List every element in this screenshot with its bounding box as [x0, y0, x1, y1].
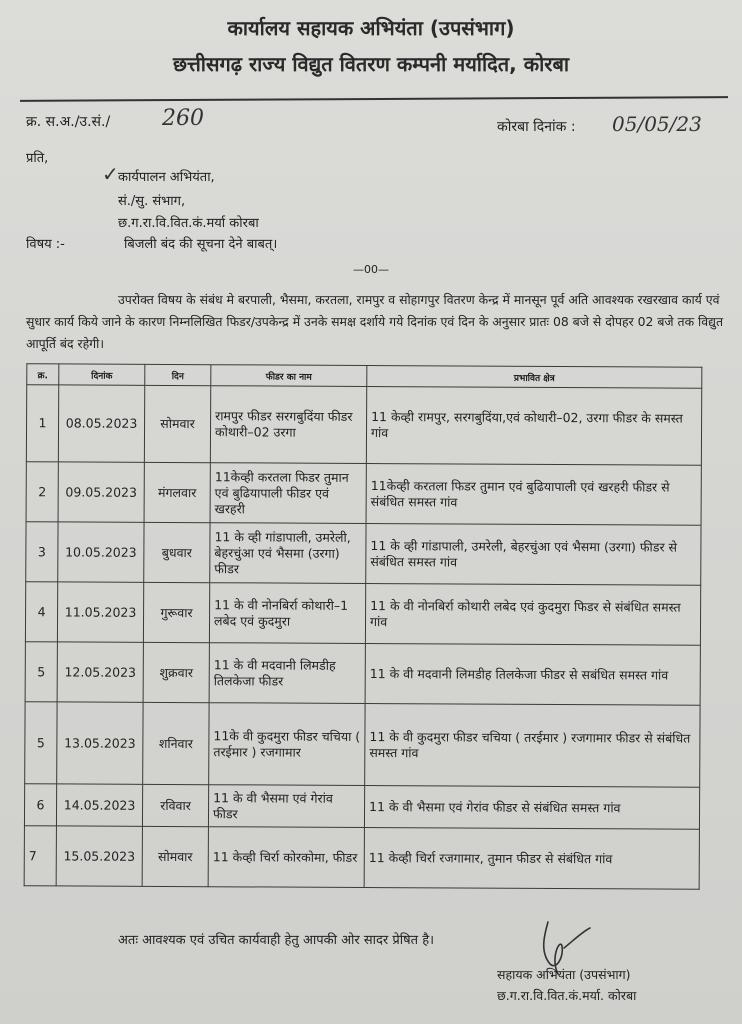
row-date: 09.05.2023: [58, 462, 144, 522]
recipient-line-3: छ.ग.रा.वि.वित.कं.मर्या कोरबा: [118, 216, 259, 231]
recipient-line-2: सं./सु. संभाग,: [118, 194, 186, 209]
row-feeder: 11केव्ही करतला फिडर तुमान एवं बुढियापाली फीडर एवं खरहरी: [210, 463, 366, 524]
row-area: 11 के वी कुदमुरा फीडर चचिया ( तरईमार ) रजगामार फीडर से संबंधित समस्त गांव: [365, 704, 700, 788]
row-feeder: 11 के वी नोनबिर्रा कोथारी–1 लबेद एवं कुदमुरा: [209, 583, 365, 644]
signatory-title: सहायक अभियंता (उपसंभाग): [497, 967, 631, 982]
row-feeder: 11 केव्ही चिर्रा कोरकोमा, फीडर: [208, 827, 364, 888]
row-day: सोमवार: [144, 385, 210, 462]
row-feeder: 11 के वी मदवानी लिमडीह तिलकेजा फीडर: [209, 643, 365, 704]
header-feeder: फीडर का नाम: [211, 365, 367, 387]
row-feeder: 11 के व्ही गांडापाली, उमरेली, बेहरचुंआ एवं भैसमा (उरगा) फीडर: [210, 523, 366, 584]
row-date: 13.05.2023: [57, 702, 143, 784]
date-label: कोरबा दिनांक :: [497, 119, 576, 135]
row-feeder: 11के वी कुदमुरा फीडर चचिया ( तरईमार ) रजगामार: [209, 703, 365, 786]
row-feeder: 11 के वी भैसमा एवं गेरांव फीडर: [208, 785, 364, 828]
table-row: [25, 642, 700, 706]
header-day: दिन: [145, 364, 211, 385]
table-row: [24, 826, 699, 890]
table-row: [24, 784, 699, 830]
row-no: 1: [26, 385, 58, 462]
row-day: गुरूवार: [143, 582, 209, 642]
row-no: 5: [25, 702, 57, 784]
row-no: 7: [24, 826, 56, 886]
office-title: कार्यालय सहायक अभियंता (उपसंभाग): [227, 16, 515, 40]
recipient-prefix: प्रति,: [26, 151, 49, 166]
table-row: [25, 702, 700, 788]
row-day: रविवार: [142, 784, 208, 826]
row-no: 5: [25, 642, 57, 702]
row-area: 11 के वी मदवानी लिमडीह तिलकेजा फीडर से सबंधित समस्त गांव: [365, 644, 700, 706]
letter-date: 05/05/23: [612, 112, 702, 136]
header-area: प्रभावित क्षेत्र: [367, 366, 702, 389]
row-feeder: रामपुर फीडर सरगबुदिंया फीडर कोथारी–02 उरगा: [210, 386, 366, 464]
table-row: [25, 582, 700, 646]
row-area: 11 के व्ही गांडापाली, उमरेली, बेहरचुंआ एवं भैसमा (उरगा) फीडर से संबंधित समस्त गांव: [366, 524, 701, 586]
table-row: [26, 522, 701, 586]
row-date: 11.05.2023: [57, 582, 143, 642]
row-day: सोमवार: [142, 826, 208, 886]
row-area: 11 के वी नोनबिर्रा कोथारी लबेद एवं कुदमुरा फिडर से संबंधित समस्त गांव: [365, 584, 700, 646]
row-area: 11केव्ही करतला फिडर तुमान एवं बुढियापाली एवं खरहरी फीडर से संबंधित समस्त गांव: [366, 464, 701, 526]
reference-label: क्र. स.अ./उ.सं./: [26, 114, 111, 130]
row-day: मंगलवार: [144, 462, 210, 522]
reference-number: 260: [162, 106, 204, 131]
row-no: 2: [26, 462, 58, 522]
company-name: छत्तीसगढ़ राज्य विद्युत वितरण कम्पनी मर्यादित, कोरबा: [172, 52, 570, 76]
row-no: 3: [26, 522, 58, 582]
row-no: 4: [25, 582, 57, 642]
header-divider: [20, 96, 728, 102]
row-date: 10.05.2023: [58, 522, 144, 582]
row-area: 11 के वी भैसमा एवं गेरांव फीडर से संबंधित समस्त गांव: [364, 786, 699, 830]
table-row: [26, 462, 701, 526]
row-date: 12.05.2023: [57, 642, 143, 702]
row-area: 11 केव्ही चिर्रा रजगामार, तुमान फीडर से संबंधित गांव: [364, 828, 699, 890]
body-paragraph: उपरोक्त विषय के संबंध मे बरपाली, भैसमा, करतला, रामपुर व सोहागपुर वितरण केन्द्र में मानसून पूर्व अति आवश्यक रखरखाव कार्य एवं सुधार कार्य किये जाने के कारण निम्नलिखित फिडर/उपकेन्द्र में उनके समक्ष दर्शाये गये दिनांक एवं दिन के अनुसार प्रातः 08 बजे से दोपहर 02 बजे तक विद्युत आपूर्ति बंद रहेगी।: [26, 292, 724, 351]
signatory-org: छ.ग.रा.वि.वित.कं.मर्या. कोरबा: [497, 988, 637, 1003]
row-date: 08.05.2023: [58, 385, 144, 462]
recipient-line-1: कार्यपालन अभियंता,: [118, 170, 215, 185]
closing-line: अतः आवश्यक एवं उचित कार्यवाही हेतु आपकी ओर सादर प्रेषित है।: [118, 933, 435, 948]
row-day: बुधवार: [144, 522, 210, 582]
subject-label: विषय :-: [26, 237, 65, 252]
separator: —00—: [353, 263, 389, 276]
row-no: 6: [24, 784, 56, 826]
row-date: 15.05.2023: [56, 826, 142, 886]
row-area: 11 केव्ही रामपुर, सरगबुदिंया,एवं कोथारी–02, उरगा फीडर के समस्त गांव: [366, 387, 701, 466]
subject-text: बिजली बंद की सूचना देने बाबत्।: [124, 237, 278, 252]
table-row: [26, 385, 701, 466]
tick-mark-icon: ✓: [102, 162, 119, 186]
row-day: शुक्रवार: [143, 642, 209, 702]
outage-schedule-table: [24, 363, 703, 890]
row-day: शनिवार: [143, 702, 209, 784]
row-date: 14.05.2023: [56, 784, 142, 826]
header-no: क्र.: [27, 364, 59, 385]
header-date: दिनांक: [59, 364, 145, 385]
